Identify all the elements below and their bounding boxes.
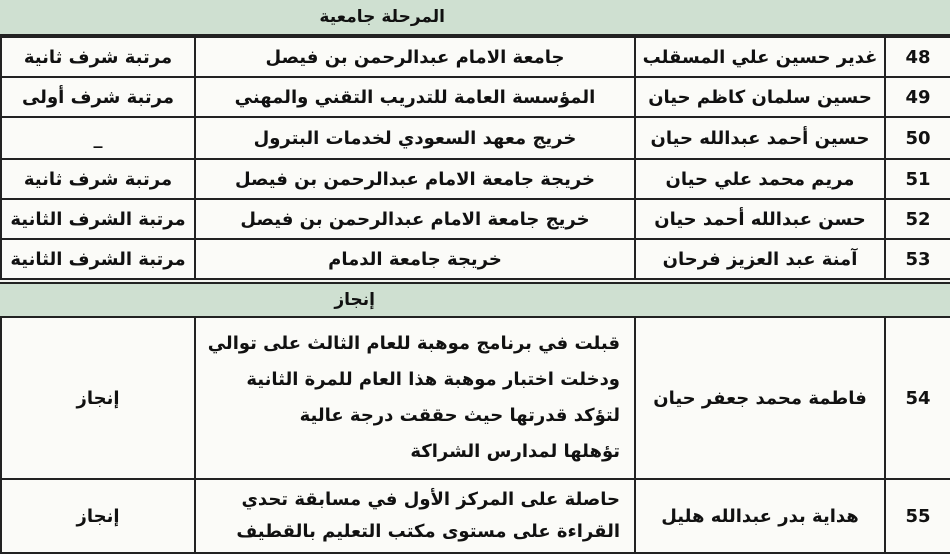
description-line: قبلت في برنامج موهبة للعام الثالث على توالي [207,333,620,354]
person-name: حسين سلمان كاظم حيان [635,77,885,117]
person-name: هداية بدر عبدالله هليل [635,479,885,553]
row-number: 51 [885,159,950,199]
description-line: القراءة على مستوى مكتب التعليم بالقطيف [236,521,620,542]
honor-status: _ [1,117,195,159]
qualification: خريجة جامعة الامام عبدالرحمن بن فيصل [195,159,635,199]
table-row [1,317,950,479]
achievement-description [195,479,635,553]
table-row [1,117,950,159]
honor-status: مرتبة شرف ثانية [1,37,195,77]
qualification: خريج معهد السعودي لخدمات البترول [195,117,635,159]
section-title: إنجاز [334,290,375,310]
description-line: لتؤكد قدرتها حيث حققت درجة عالية [299,405,620,426]
table-row [1,199,950,239]
qualification: المؤسسة العامة للتدريب التقني والمهني [195,77,635,117]
achievement-status: إنجاز [1,317,195,479]
person-name: حسن عبدالله أحمد حيان [635,199,885,239]
table-row [1,77,950,117]
table-row [1,239,950,279]
honor-status: مرتبة شرف أولى [1,77,195,117]
row-number: 48 [885,37,950,77]
person-name: مريم محمد علي حيان [635,159,885,199]
description-line: حاصلة على المركز الأول في مسابقة تحدي [241,489,620,510]
row-number: 52 [885,199,950,239]
section-header-university [0,0,950,36]
honor-status: مرتبة الشرف الثانية [1,239,195,279]
person-name: حسين أحمد عبدالله حيان [635,117,885,159]
section-header-achievement [0,282,950,318]
qualification: خريجة جامعة الدمام [195,239,635,279]
university-table [0,36,950,280]
table-row [1,37,950,77]
description-line: تؤهلها لمدارس الشراكة [410,441,620,462]
achievement-table [0,316,950,554]
row-number: 54 [885,317,950,479]
row-number: 53 [885,239,950,279]
qualification: جامعة الامام عبدالرحمن بن فيصل [195,37,635,77]
table-row [1,159,950,199]
row-number: 55 [885,479,950,553]
section-title: المرحلة جامعية [319,7,445,27]
qualification: خريج جامعة الامام عبدالرحمن بن فيصل [195,199,635,239]
person-name: آمنة عبد العزيز فرحان [635,239,885,279]
honor-status: مرتبة الشرف الثانية [1,199,195,239]
person-name: غدير حسين علي المسقلب [635,37,885,77]
description-line: ودخلت اختبار موهبة هذا العام للمرة الثانية [246,369,620,390]
achievement-status: إنجاز [1,479,195,553]
row-number: 50 [885,117,950,159]
achievement-description [195,317,635,479]
honor-status: مرتبة شرف ثانية [1,159,195,199]
row-number: 49 [885,77,950,117]
person-name: فاطمة محمد جعفر حيان [635,317,885,479]
table-row [1,479,950,553]
